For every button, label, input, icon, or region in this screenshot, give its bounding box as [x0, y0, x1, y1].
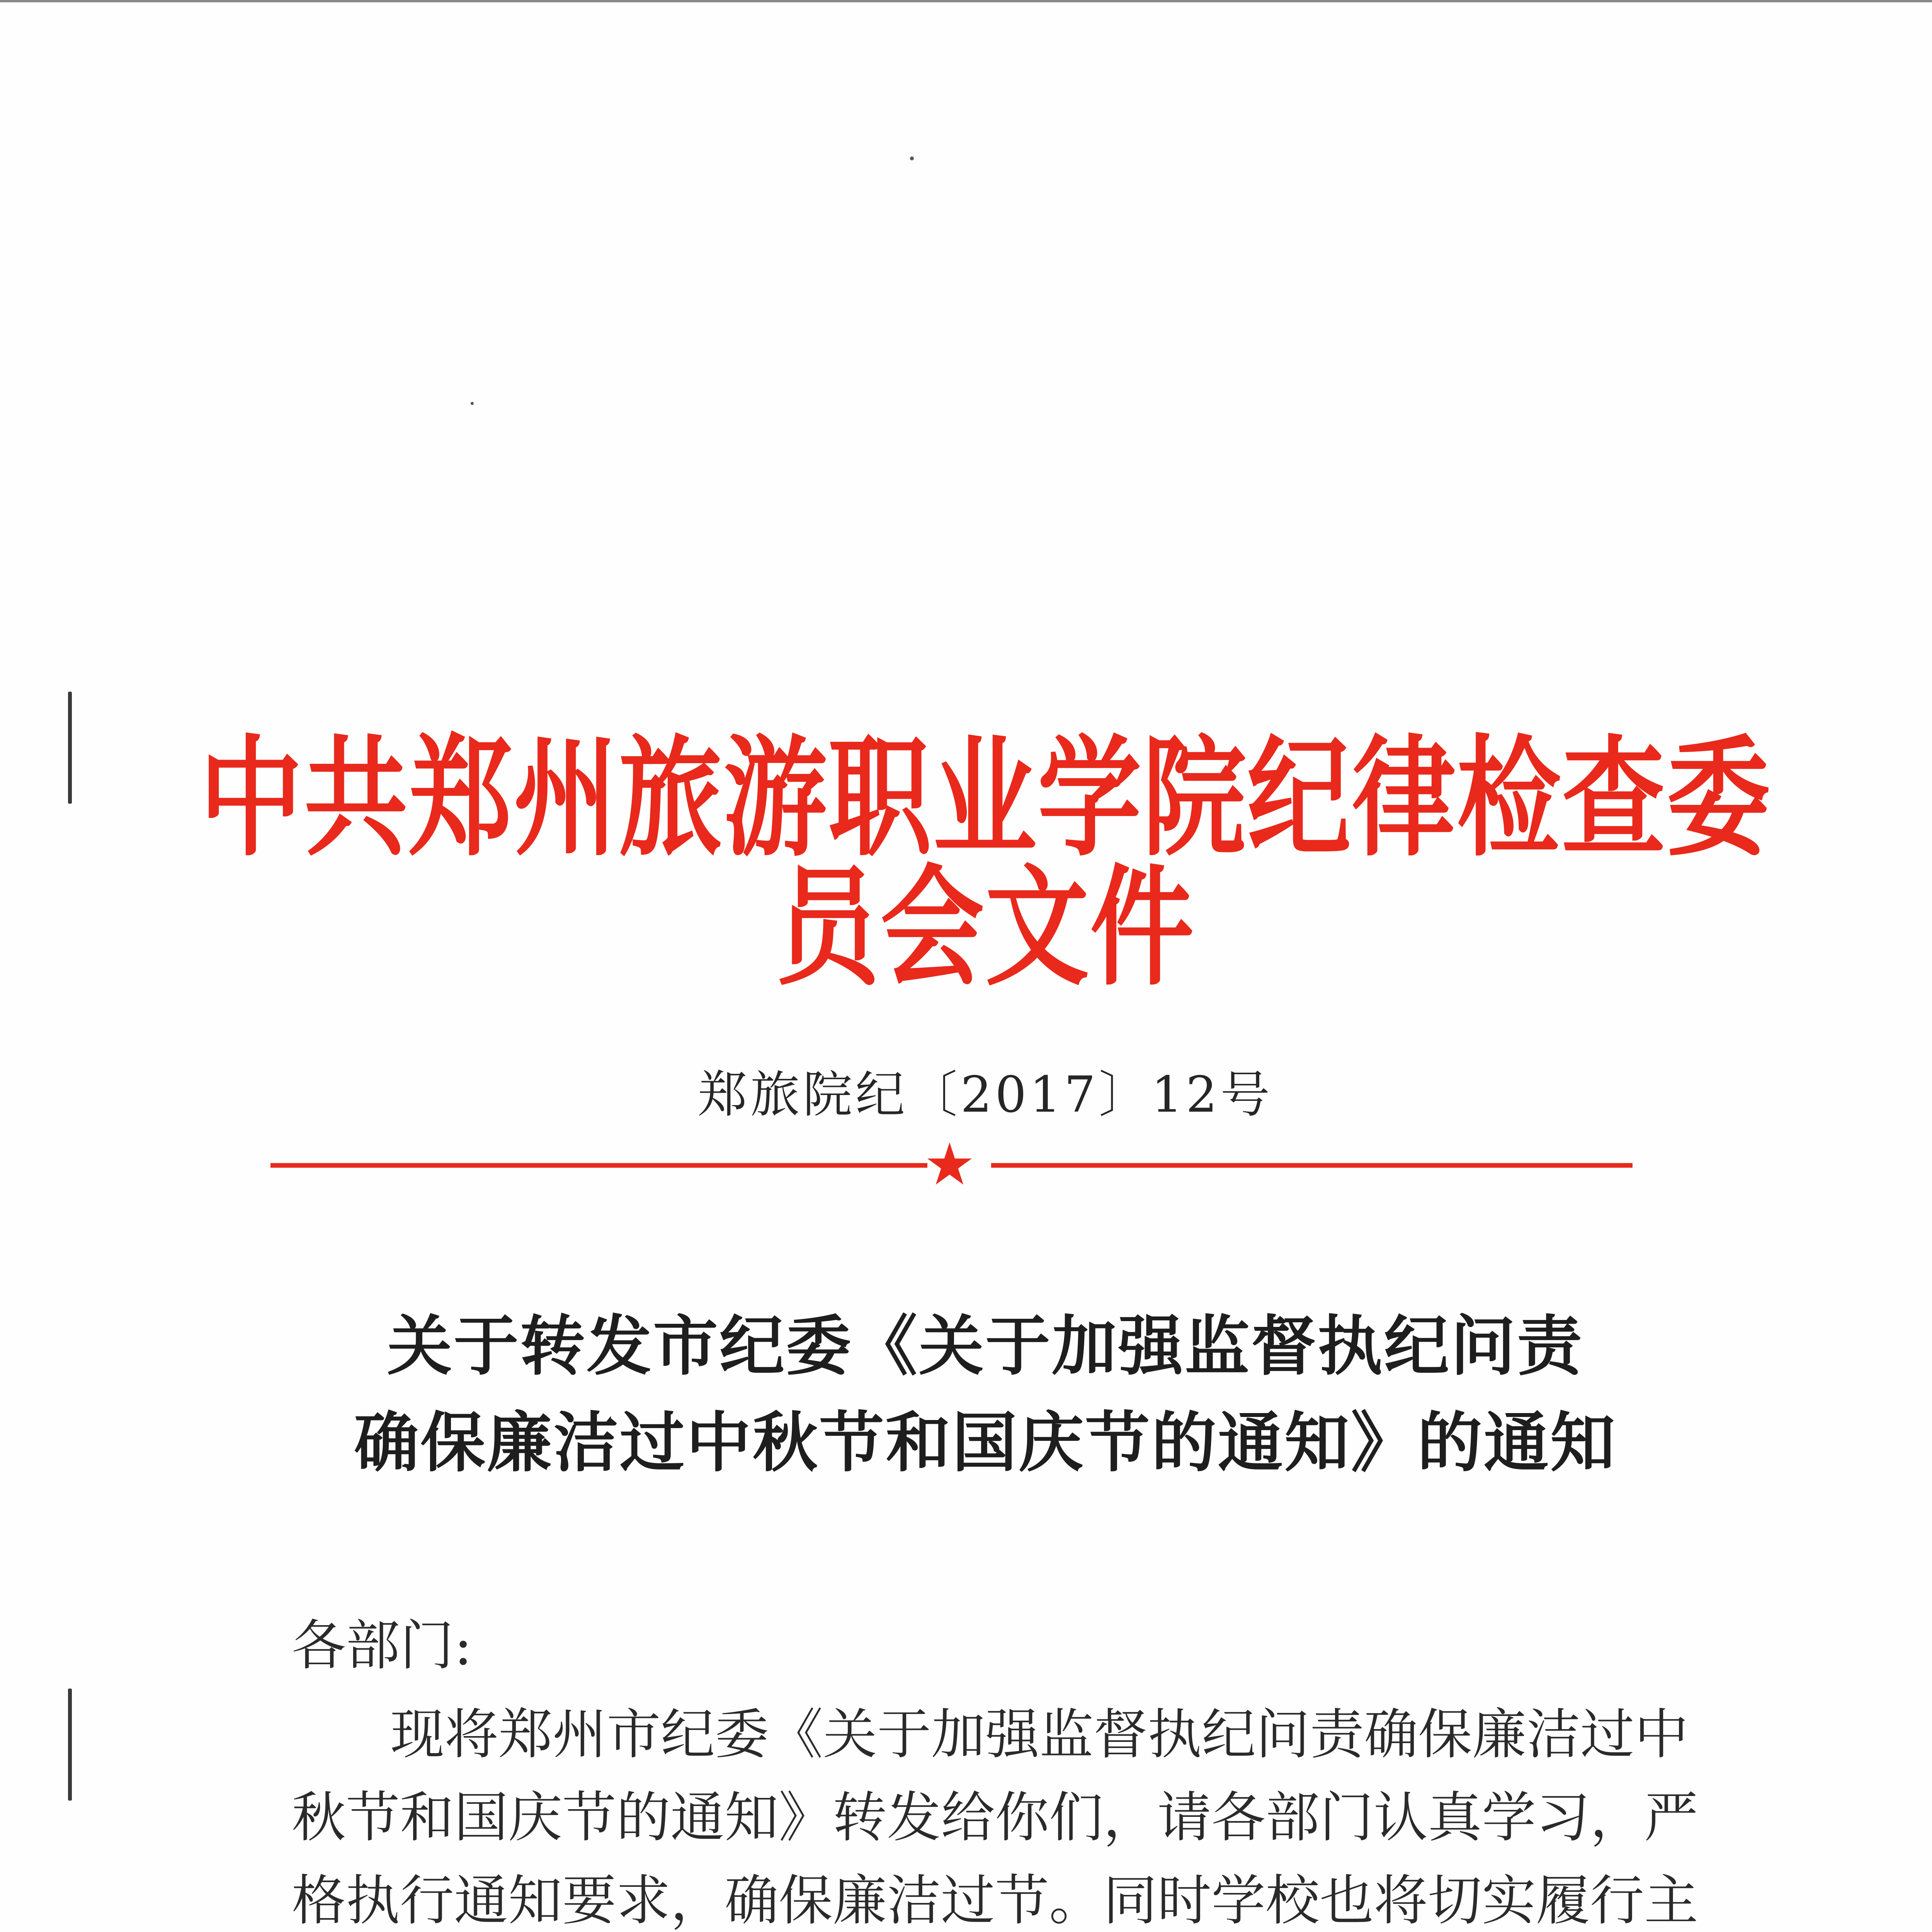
document-heading-line-2: 确保廉洁过中秋节和国庆节的通知》的通知 — [354, 1405, 1617, 1481]
red-star-icon: ★ — [923, 1131, 976, 1198]
document-number: 郑旅院纪〔2017〕12号 — [697, 1066, 1273, 1124]
body-line: 秋节和国庆节的通知》转发给你们，请各部门认真学习，严 — [292, 1786, 1699, 1849]
scan-edge — [0, 0, 1932, 2]
red-rule-left — [270, 1163, 927, 1168]
scan-speck — [910, 156, 914, 160]
binding-mark — [68, 692, 72, 804]
document-heading-line-1: 关于转发市纪委《关于加强监督执纪问责 — [387, 1308, 1583, 1384]
issuer-title: 中共郑州旅游职业学院纪律检查委员会文件 — [199, 723, 1771, 1003]
salutation: 各部门: — [292, 1614, 473, 1677]
body-line: 格执行通知要求，确保廉洁过节。同时学校也将切实履行主 — [292, 1869, 1699, 1932]
binding-mark — [68, 1689, 72, 1801]
body-line: 现将郑州市纪委《关于加强监督执纪问责确保廉洁过中 — [390, 1703, 1689, 1766]
scan-speck — [471, 402, 474, 405]
red-rule-right — [991, 1163, 1633, 1168]
